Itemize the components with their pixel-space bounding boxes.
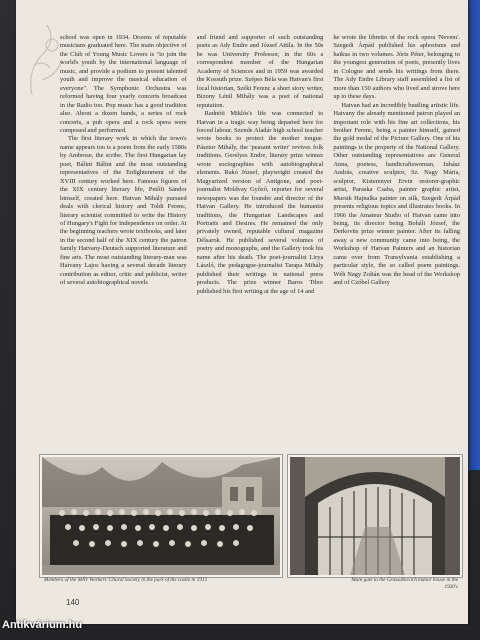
manor-gate-photo xyxy=(288,455,462,577)
book-page xyxy=(16,0,468,624)
text-column-2 xyxy=(197,34,324,424)
paragraph: Radnóti Miklós's life was connected to Hatvan in a tragic way being departed here for forced labour. Szende Aladár high school teacher wrote books to protect the mother tongue. Pásztor Mihály, the 'peasant writer' revives folk traditions. Gerelyes Endre, literary prize winner wrote sociographies with autobiographical elements. Rakó József, playwright created the Magyarized version of Antigone, and poet-journalist Moldvay Győző, reporter for several newspapers was the founder and director of the Hatvan Gallery. He introduced the humanist traditions, the Hungarian Landscapes and Portraits and Desires. He remained the only privately owned, reputable cultural magazine Délsarok. He published several volumes of poetry and monographs, and the Gallery took his name after his death. The poet-journalist Lirya László, the pedagogue-journalist Tarapa Mihály published their writings in national press products. The prize winner Baros Tibor published his first writing at the age of 14 and xyxy=(196,110,324,295)
photo-section xyxy=(40,455,458,595)
book-cover-edge xyxy=(466,0,480,470)
text-column-3 xyxy=(333,34,460,424)
page-number: 140 xyxy=(66,598,80,607)
photo-caption-left: Members of the MÁV Workers' Choral Society in the park of the castle in 1913 xyxy=(44,577,208,583)
text-column-1 xyxy=(60,34,187,424)
paragraph: school was open in 1934. Dozens of reputable musicians graduated here. The main objective of the Club of Young Music Lovers is "to join the world's youth by the international language of music, and provide a podium to present talented youth and improve the musical education of everyone". The Symphonic Orchestra was reformed having four yearly concerts broadcast in the Radio too. Pop music has a good tradition also. About a dozen bands, a series of rock concerts, a pub opera and a rock opera were composed and performed. xyxy=(60,34,187,134)
paragraph: and friend and supporter of such outstanding poets as Ady Endre and József Attila. In the 50s he was University Professor, in the 60s a correspondent member of the Hungarian Academy of Sciences and in 1959 was awarded the Kossuth prize. Szépes Béla was Hatvan's first local historian, Széki Ferenc a short story writer, Bizony Lénil Mihály was a poet of national reputation. xyxy=(196,34,324,109)
paragraph: Hatvan had an incredibly bustling artistic life. Hatvany the already mentioned patron played an important role with his fine art collections, his brother Ferenc, being a painter himself, gained the gold medal of the Picture Gallery. One of his paintings is the property of the National Gallery. Other outstanding representatives are General Anna, poetess, handicraftswoman, Juhász András, creative sculptor, Sz. Nagy Mária, sculptor, Kisterenyei Ervin restorer-graphic artist, Paraska Csaba, painter graphic artist, Mursik Hajnalka painter on silk, Szegedi Árpád presents religious topics and illustrates books. In 1966 the Amateur Studio of Hatvan came into being, its director being Boháli József, the Derkovits prize winner painter. After its falling away a new community came into being, the Workshop of Hatvan Painters and an historian came over from Transylvania establishing a particular style, the so called poem paintings. Wéh Nagy Zoltán was the head of the Workshop and of Czóbel Gallery xyxy=(333,101,461,287)
text-columns xyxy=(60,34,460,424)
photo-caption-right: Main gate to the Grassalkovich manor house in the 1930's xyxy=(351,577,458,590)
paragraph: The first literary work in which the town's name appears too is a poem from the early 1580s by Ambrose, the scribe. The first Hungarian lay poet, Bálint Bálint and the most outstanding representatives of the Enlightenment of the XVIII century worked here. Famous figures of the XIX century literary life, Petőfi Sándor himself, created here. Hatvan Mihály pursued deals with clerical history and Toldi Ferenc, literary scientist committed to write the History of Hungary's Fight for Independence on order. At the beginning teachers wrote textbooks, and later in the second half of the XIX century the patron family Hatvany-Deutsch supported literature and fine arts. The most outstanding literary-man was Hatvany Lajos having a several decade literary contribution as editor, critic and publicist, writer of several autobiographical novels xyxy=(60,135,187,287)
paragraph: he wrote the libretto of the rock opera 'Nevem'. Szegedi Árpád published his aphorisms and haikus in two volumes. Jóris Péter, belonging to the youngest generation of poets, presently lives in Cologne and sends his writings from there. The Ady Endre Library staff assembled a list of more than 150 authors who lived and strove here up to these days. xyxy=(333,34,461,101)
antikvarium-logo: Antikvárium.hu xyxy=(2,619,83,631)
choral-society-photo xyxy=(40,455,282,577)
